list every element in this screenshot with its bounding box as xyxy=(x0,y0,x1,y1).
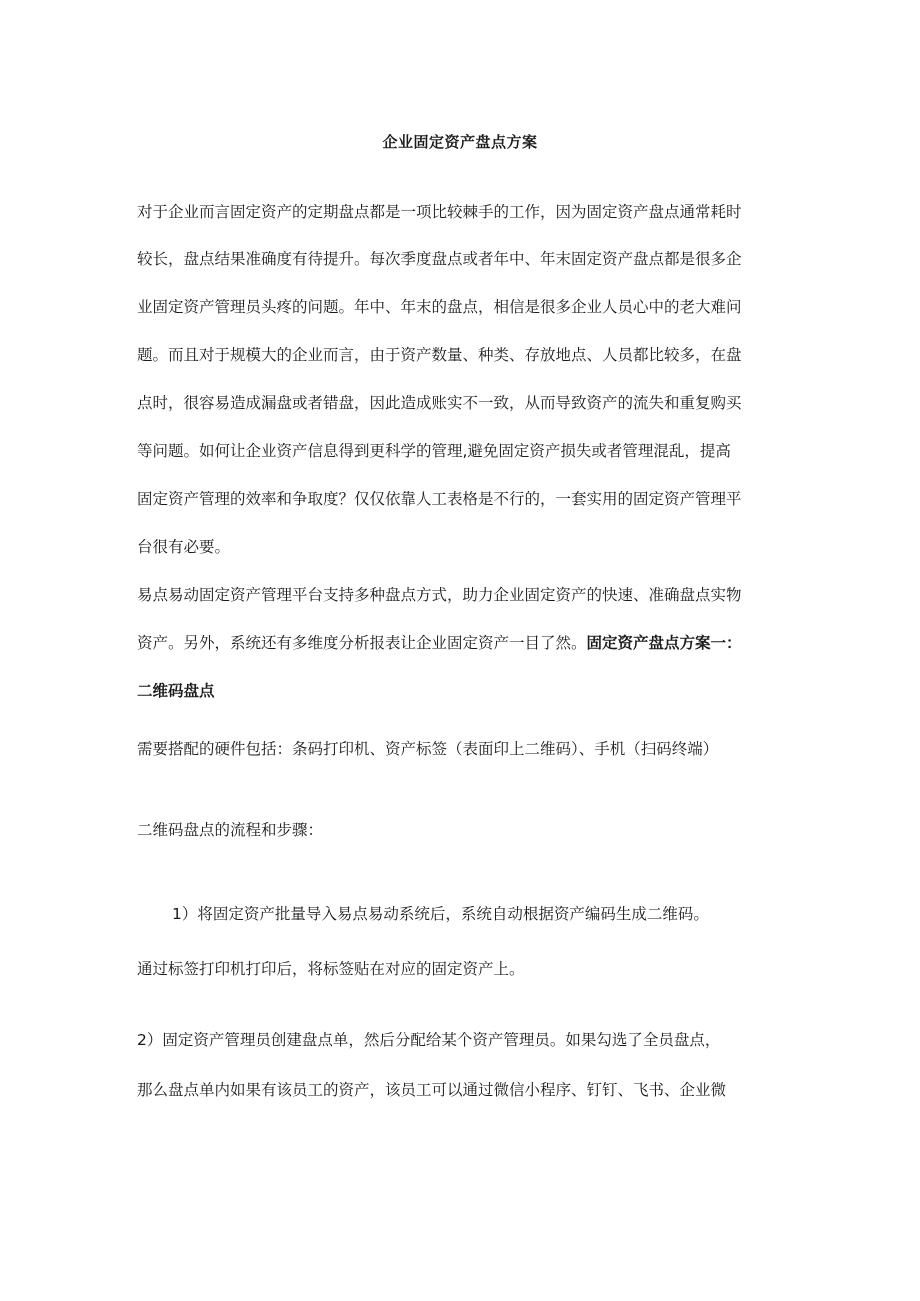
platform-line xyxy=(137,631,742,655)
intro-line: 对于企业而言固定资产的定期盘点都是一项比较棘手的工作，因为固定资产盘点通常耗时 xyxy=(137,203,742,221)
process-heading: 二维码盘点的流程和步骤： xyxy=(137,821,324,839)
scheme-heading: 固定资产盘点方案一： xyxy=(586,634,742,652)
platform-line: 易点易动固定资产管理平台支持多种盘点方式，助力企业固定资产的快速、准确盘点实物 xyxy=(137,586,742,604)
intro-line: 较长，盘点结果准确度有待提升。每次季度盘点或者年中、年末固定资产盘点都是很多企 xyxy=(137,250,742,268)
intro-line: 等问题。如何让企业资产信息得到更科学的管理,避免固定资产损失或者管理混乱，提高 xyxy=(137,442,731,460)
hardware-text: 需要搭配的硬件包括：条码打印机、资产标签（表面印上二维码）、手机（扫码终端） xyxy=(137,740,719,758)
intro-line: 台很有必要。 xyxy=(137,538,231,556)
intro-line: 业固定资产管理员头疼的问题。年中、年末的盘点，相信是很多企业人员心中的老大难问 xyxy=(137,298,742,316)
platform-tail-text: 资产。另外，系统还有多维度分析报表让企业固定资产一目了然。 xyxy=(137,634,587,652)
scheme-heading-continued: 二维码盘点 xyxy=(137,682,215,700)
document-title: 企业固定资产盘点方案 xyxy=(382,133,538,151)
intro-line: 题。而且对于规模大的企业而言，由于资产数量、种类、存放地点、人员都比较多，在盘 xyxy=(137,346,742,364)
step-2-line: 2）固定资产管理员创建盘点单，然后分配给某个资产管理员。如果勾选了全员盘点， xyxy=(137,1031,721,1049)
intro-line: 点时，很容易造成漏盘或者错盘，因此造成账实不一致，从而导致资产的流失和重复购买 xyxy=(137,394,742,412)
intro-line: 固定资产管理的效率和争取度？仅仅依靠人工表格是不行的，一套实用的固定资产管理平 xyxy=(137,490,742,508)
step-1-line: 通过标签打印机打印后，将标签贴在对应的固定资产上。 xyxy=(137,960,525,978)
step-1-line: 1）将固定资产批量导入易点易动系统后，系统自动根据资产编码生成二维码。 xyxy=(172,905,709,923)
step-2-line: 那么盘点单内如果有该员工的资产，该员工可以通过微信小程序、钉钉、飞书、企业微 xyxy=(137,1081,727,1099)
